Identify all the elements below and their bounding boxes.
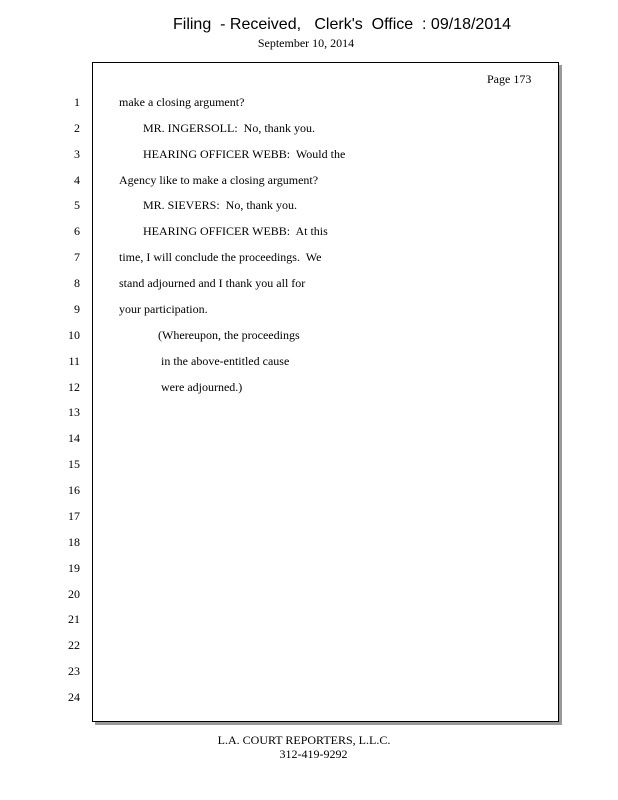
line-number: 4 [74, 173, 80, 187]
hearing-date: September 10, 2014 [257, 36, 355, 50]
line-number: 21 [68, 612, 80, 626]
line-text: were adjourned.) [119, 380, 243, 394]
line-number: 10 [68, 328, 80, 342]
line-text: in the above-entitled cause [119, 354, 290, 368]
line-number: 19 [68, 561, 80, 575]
line-number: 22 [68, 638, 80, 652]
line-text: Agency like to make a closing argument? [119, 173, 319, 187]
line-text: make a closing argument? [119, 95, 245, 109]
line-number: 20 [68, 587, 80, 601]
line-number: 18 [68, 535, 80, 549]
line-number: 16 [68, 483, 80, 497]
line-number: 23 [68, 664, 80, 678]
line-text: MR. INGERSOLL: No, thank you. [119, 121, 315, 135]
line-number: 8 [74, 276, 80, 290]
line-number: 17 [68, 509, 80, 523]
line-text: MR. SIEVERS: No, thank you. [119, 198, 298, 212]
filing-stamp: Filing - Received, Clerk's Office : 09/18/2014 [172, 16, 512, 33]
line-number: 11 [68, 354, 80, 368]
line-number: 5 [74, 198, 80, 212]
page-number: Page 173 [487, 72, 532, 86]
line-number: 1 [74, 95, 80, 109]
line-text: your participation. [119, 302, 208, 316]
line-number: 6 [74, 224, 80, 238]
line-text: (Whereupon, the proceedings [119, 328, 300, 342]
line-number: 2 [74, 121, 80, 135]
line-number: 13 [68, 405, 80, 419]
footer-company: L.A. COURT REPORTERS, L.L.C. [217, 733, 391, 747]
line-number: 15 [68, 457, 80, 471]
line-number: 14 [68, 431, 80, 445]
line-text: HEARING OFFICER WEBB: At this [119, 224, 328, 238]
line-text: time, I will conclude the proceedings. We [119, 250, 322, 264]
line-text: stand adjourned and I thank you all for [119, 276, 306, 290]
line-number: 9 [74, 302, 80, 316]
line-number: 3 [74, 147, 80, 161]
line-number: 24 [68, 690, 80, 704]
line-text: HEARING OFFICER WEBB: Would the [119, 147, 346, 161]
line-number: 7 [74, 250, 80, 264]
footer-phone: 312-419-9292 [279, 747, 348, 761]
line-number: 12 [68, 380, 80, 394]
